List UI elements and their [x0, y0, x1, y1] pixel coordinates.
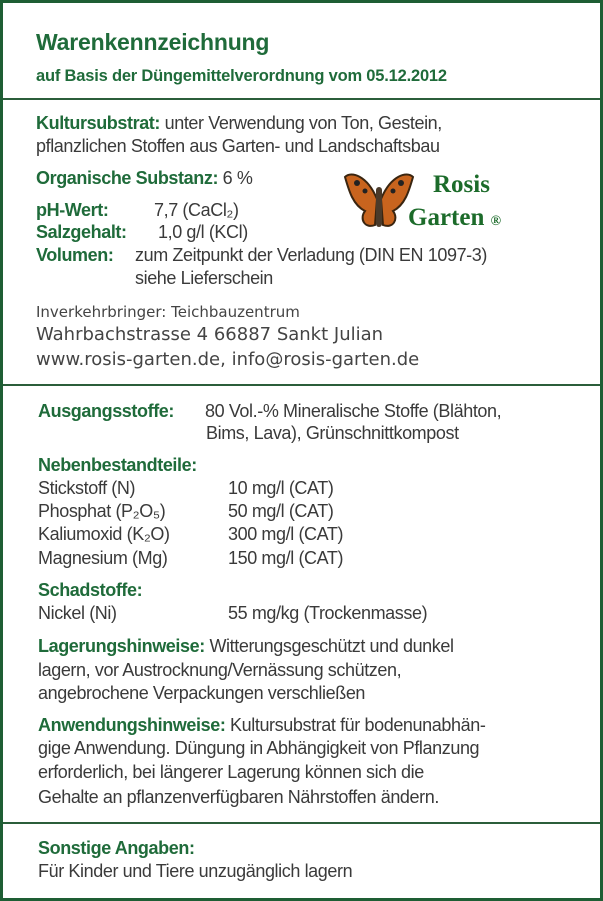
- neben-label: Nebenbestandteile:: [38, 455, 197, 475]
- ausgang-label: Ausgangsstoffe:: [38, 401, 175, 421]
- volumen-value: zum Zeitpunkt der Verladung (DIN EN 1097-3): [135, 245, 487, 265]
- salz-value: 1,0 g/l (KCl): [158, 222, 248, 242]
- divider: [3, 384, 600, 386]
- address: Wahrbachstrasse 4 66887 Sankt Julian: [36, 324, 384, 345]
- contact: www.rosis-garten.de, info@rosis-garten.de: [36, 349, 420, 370]
- label-title: Warenkennzeichnung: [36, 29, 270, 55]
- lager-line3: angebrochene Verpackungen verschließen: [38, 683, 366, 703]
- organisch-line: [36, 167, 252, 189]
- kultursubstrat-line2: pflanzlichen Stoffen aus Garten- und Landschaftsbau: [36, 136, 440, 156]
- schad-label: Schadstoffe:: [38, 580, 143, 600]
- neben-name: Phosphat (P₂O₅): [38, 501, 166, 521]
- sonstige-label: Sonstige Angaben:: [38, 838, 195, 858]
- divider: [3, 98, 600, 100]
- neben-value: 10 mg/l (CAT): [228, 478, 334, 498]
- volumen-label: Volumen:: [36, 245, 114, 265]
- ph-value: 7,7 (CaCl₂): [154, 200, 239, 220]
- kultursubstrat-label: Kultursubstrat:: [36, 113, 160, 133]
- neben-name: Stickstoff (N): [38, 478, 136, 498]
- ph-label: pH-Wert:: [36, 200, 109, 220]
- salz-label: Salzgehalt:: [36, 222, 127, 242]
- ausgang-value: 80 Vol.-% Mineralische Stoffe (Blähton,: [205, 401, 502, 421]
- sonstige-text: Für Kinder und Tiere unzugänglich lagern: [38, 861, 353, 881]
- logo-garten: Garten: [408, 204, 485, 231]
- anwend-line4: Gehalte an pflanzenverfügbaren Nährstoffen ändern.: [38, 787, 439, 807]
- schad-value: 55 mg/kg (Trockenmasse): [228, 603, 428, 623]
- logo-text-rosis: Rosis: [433, 171, 490, 198]
- lager-line2: lagern, vor Austrocknung/Vernässung schützen,: [38, 660, 402, 680]
- kultursubstrat-value: unter Verwendung von Ton, Gestein,: [164, 113, 442, 133]
- butterfly-icon: [343, 171, 415, 231]
- volumen-value-2: siehe Lieferschein: [135, 268, 273, 288]
- neben-value: 150 mg/l (CAT): [228, 548, 344, 568]
- label-subtitle: auf Basis der Düngemittelverordnung vom 05.12.2012: [36, 67, 447, 85]
- neben-value: 300 mg/l (CAT): [228, 524, 344, 544]
- ausgang-value-2: Bims, Lava), Grünschnittkompost: [206, 423, 459, 443]
- lager-line: [38, 635, 454, 657]
- anwend-label: Anwendungshinweise:: [38, 715, 226, 735]
- anwend-line: [38, 714, 485, 736]
- kultursubstrat-line: [36, 112, 442, 134]
- neben-name: Kaliumoxid (K₂O): [38, 524, 170, 544]
- organisch-label: Organische Substanz:: [36, 168, 219, 188]
- registered-mark: ®: [490, 214, 502, 229]
- neben-value: 50 mg/l (CAT): [228, 501, 334, 521]
- divider: [3, 822, 600, 824]
- inverkehrbringer: Inverkehrbringer: Teichbauzentrum: [36, 303, 300, 321]
- schad-name: Nickel (Ni): [38, 603, 117, 623]
- anwend-line2: gige Anwendung. Düngung in Abhängigkeit von Pflanzung: [38, 738, 480, 758]
- lager-label: Lagerungshinweise:: [38, 636, 205, 656]
- logo-text-garten: [408, 204, 501, 232]
- organisch-value: 6 %: [222, 168, 253, 188]
- lager-value: Witterungsgeschützt und dunkel: [209, 636, 454, 656]
- anwend-line3: erforderlich, bei längerer Lagerung können sich die: [38, 762, 424, 782]
- anwend-value: Kultursubstrat für bodenunabhän-: [230, 715, 486, 735]
- neben-name: Magnesium (Mg): [38, 548, 168, 568]
